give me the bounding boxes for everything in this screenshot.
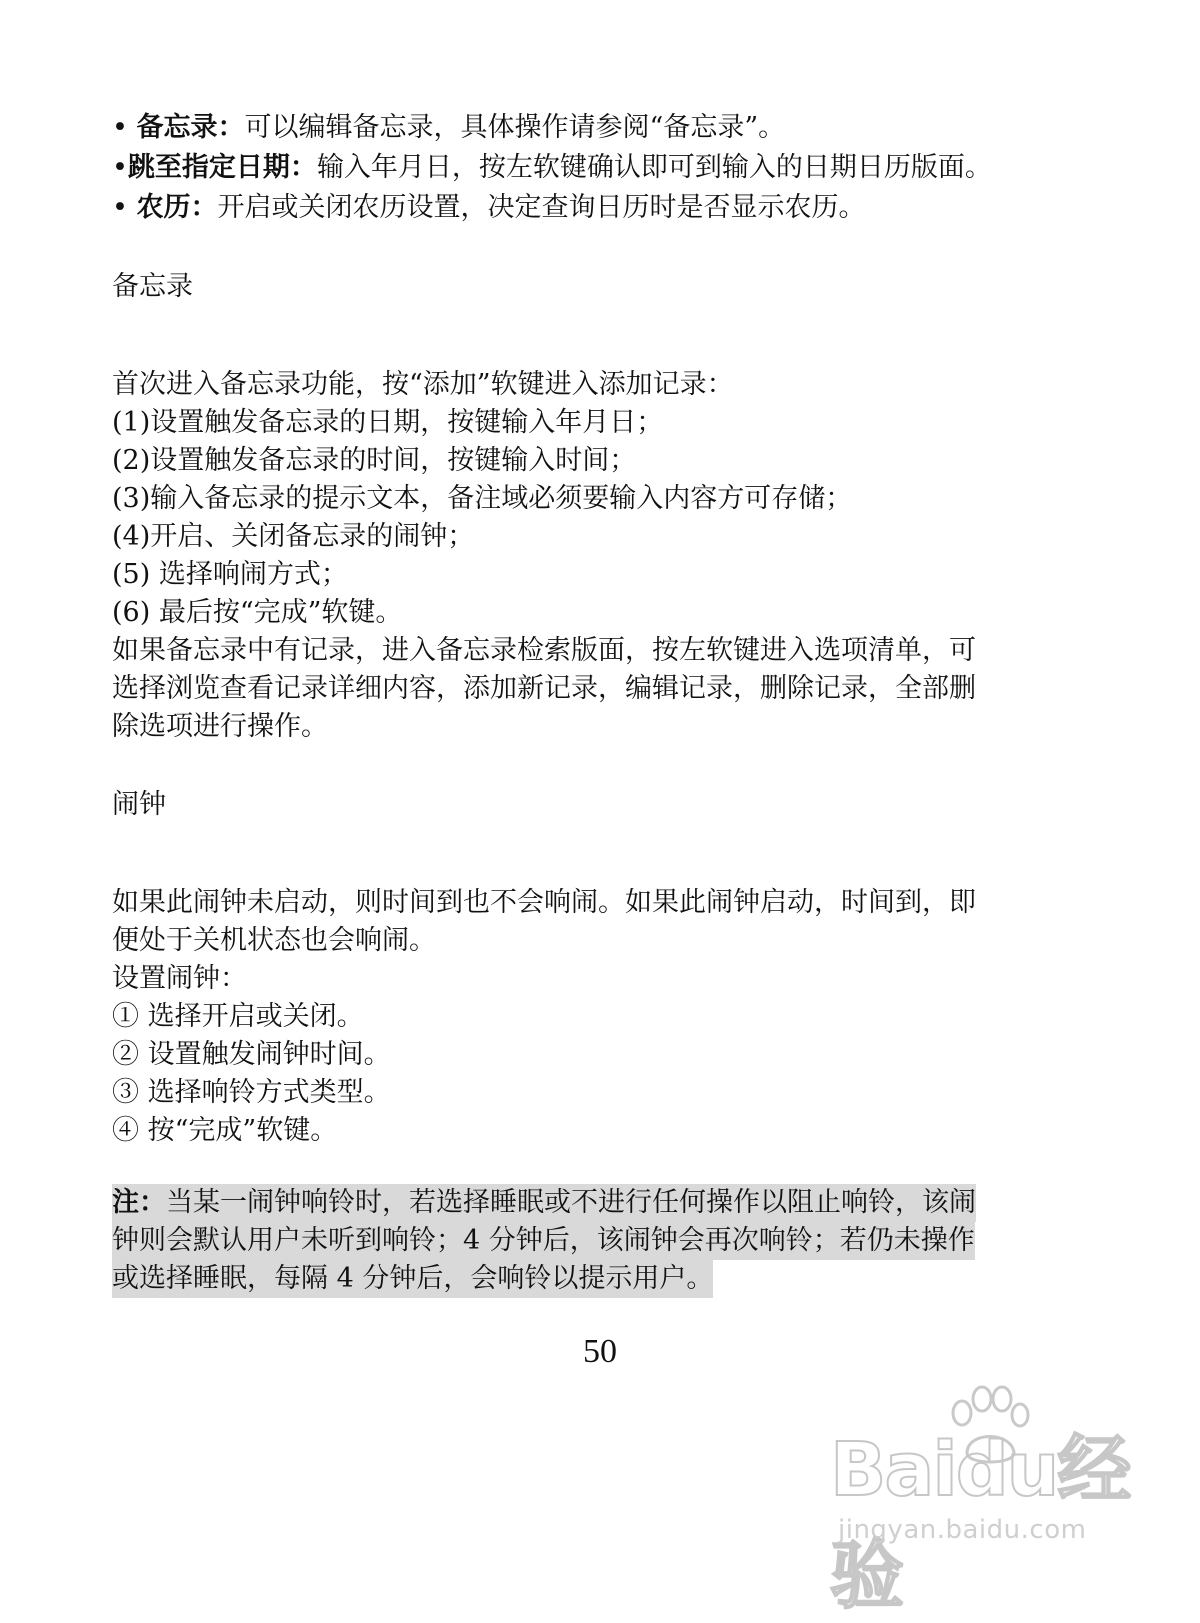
- note-block: [112, 1184, 1062, 1298]
- memo-step: (1)设置触发备忘录的日期，按键输入年月日；: [112, 407, 664, 438]
- alarm-step: ② 设置触发闹钟时间。: [112, 1039, 391, 1070]
- memo-paragraph-line: 除选项进行操作。: [112, 711, 328, 742]
- watermark-url: jingyan.baidu.com: [838, 1515, 1087, 1545]
- note-text: 当某一闹钟响铃时，若选择睡眠或不进行任何操作以阻止响铃，该闹: [166, 1187, 976, 1218]
- bullet-term: 农历：: [136, 192, 218, 223]
- bullet-item-memo: [112, 108, 1062, 148]
- alarm-step: ③ 选择响铃方式类型。: [112, 1077, 391, 1108]
- bullet-marker: •: [112, 112, 128, 143]
- section-title-alarm: 闹钟: [112, 789, 166, 820]
- memo-step: (4)开启、关闭备忘录的闹钟；: [112, 521, 475, 552]
- baidu-watermark: [830, 1385, 1130, 1619]
- alarm-step: ① 选择开启或关闭。: [112, 1001, 364, 1032]
- page-number: 50: [583, 1333, 617, 1370]
- document-page: [112, 108, 1062, 1298]
- note-line-2: 钟则会默认用户未听到响铃；4 分钟后，该闹钟会再次响铃；若仍未操作: [112, 1222, 975, 1260]
- alarm-paragraph-line: 便处于关机状态也会响闹。: [112, 925, 436, 956]
- alarm-paragraph-line: 如果此闹钟未启动，则时间到也不会响闹。如果此闹钟启动，时间到，即: [112, 887, 976, 918]
- note-line-3: 或选择睡眠，每隔 4 分钟后，会响铃以提示用户。: [112, 1260, 713, 1298]
- bullet-marker: •: [112, 192, 128, 223]
- note-label: 注：: [112, 1187, 166, 1218]
- memo-paragraph-line: 首次进入备忘录功能，按“添加”软键进入添加记录：: [112, 369, 734, 400]
- bullet-marker: •: [112, 152, 128, 183]
- section-title-memo: 备忘录: [112, 271, 193, 302]
- note-line-1: [112, 1184, 976, 1222]
- memo-paragraph-line: 选择浏览查看记录详细内容，添加新记录，编辑记录，删除记录，全部删: [112, 673, 976, 704]
- memo-step: (3)输入备忘录的提示文本，备注域必须要输入内容方可存储；: [112, 483, 853, 514]
- bullet-item-jump-date: [112, 148, 1062, 188]
- bullet-item-lunar: [112, 188, 1062, 228]
- alarm-step: ④ 按“完成”软键。: [112, 1115, 338, 1146]
- watermark-logo-text: Baidu经验: [830, 1427, 1130, 1619]
- memo-paragraph-line: 如果备忘录中有记录，进入备忘录检索版面，按左软键进入选项清单，可: [112, 635, 976, 666]
- memo-step: (2)设置触发备忘录的时间，按键输入时间；: [112, 445, 637, 476]
- alarm-setup-label: 设置闹钟：: [112, 963, 247, 994]
- memo-step: (6) 最后按“完成”软键。: [112, 597, 403, 628]
- bullet-term: 跳至指定日期：: [127, 152, 317, 183]
- bullet-text: 可以编辑备忘录，具体操作请参阅“备忘录”。: [244, 112, 786, 143]
- memo-step: (5) 选择响闹方式；: [112, 559, 348, 590]
- bullet-text: 开启或关闭农历设置，决定查询日历时是否显示农历。: [217, 192, 866, 223]
- bullet-term: 备忘录：: [136, 112, 245, 143]
- bullet-text: 输入年月日，按左软键确认即可到输入的日期日历版面。: [316, 152, 992, 183]
